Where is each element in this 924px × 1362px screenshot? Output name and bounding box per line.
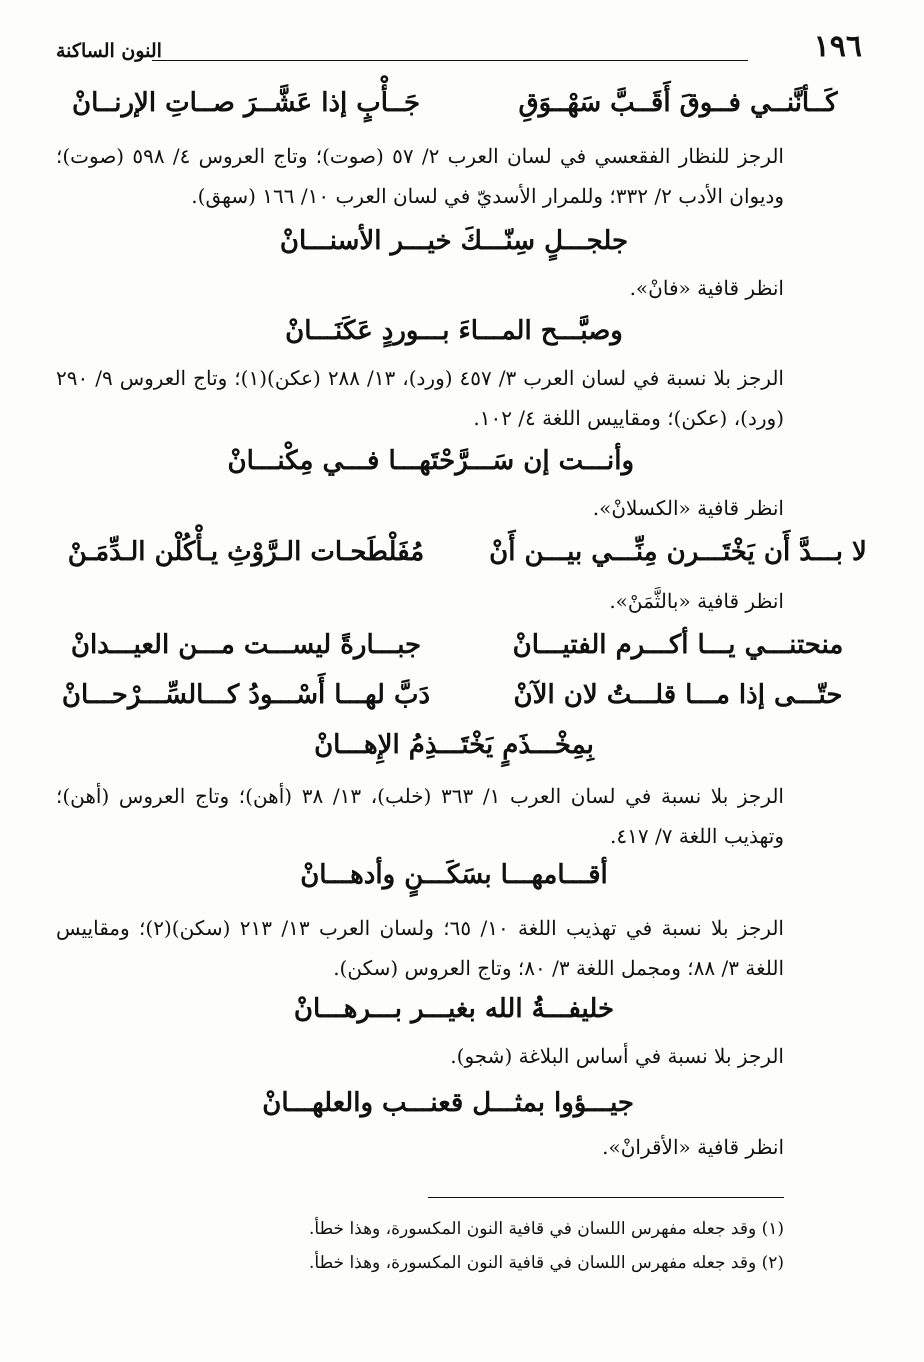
source-note-4: الرجز بلا نسبة في تهذيب اللغة ١٠/ ٦٥؛ ولسان العرب ١٣/ ٢١٣ (سكن)(٢)؛ ومقاييس اللغة ٣/ ٨٨؛ ومجمل اللغة ٣/ ٨٠؛ وتاج العروس (سكن). xyxy=(56,916,784,980)
verse-7-hemistich-right: حتّـــى إذا مـــا قلـــتُ لان الآنْ xyxy=(513,680,843,710)
running-title: النون الساكنة xyxy=(56,40,162,62)
verse-5-hemistich-left: مُفَلْطَحـات الـرَّوْثِ يـأْكُلْن الـدِّمَـنْ xyxy=(67,537,425,567)
verse-1-hemistich-left: جَــأْبٍ إذا عَشَّــرَ صــاتِ الإرنــانْ xyxy=(71,88,421,118)
header-rule xyxy=(152,60,748,61)
verse-4: وأنـــت إن سَـــرَّحْتَهـــا فـــي مِكْنـــانْ xyxy=(227,446,634,476)
cross-reference-2: انظر قافية «الكسلانْ». xyxy=(592,496,784,520)
verse-11: جيـــؤوا بمثـــل قعنـــب والعلهـــانْ xyxy=(262,1088,634,1118)
verse-1-hemistich-right: كَــأنَّنــي فــوقَ أَقَــبَّ سَهْــوَقِ xyxy=(518,88,838,118)
cross-reference-3: انظر قافية «بالثَّمَنْ». xyxy=(609,589,784,613)
verse-9: أقـــامهـــا بسَكَـــنٍ وأدهـــانْ xyxy=(300,860,608,890)
verse-10: خليفـــةُ الله بغيـــر بـــرهـــانْ xyxy=(293,994,615,1024)
verse-6-hemistich-right: منحتنـــي يـــا أكـــرم الفتيـــانْ xyxy=(512,630,844,660)
footnote-rule xyxy=(428,1197,784,1198)
verse-6-hemistich-left: جبـــارةً ليســـت مـــن العيـــدانْ xyxy=(70,630,422,660)
cross-reference-4: انظر قافية «الأقرانْ». xyxy=(602,1135,784,1159)
source-note-2: الرجز بلا نسبة في لسان العرب ٣/ ٤٥٧ (ورد)، ١٣/ ٢٨٨ (عكن)(١)؛ وتاج العروس ٩/ ٢٩٠ (ورد)، (عكن)؛ ومقاييس اللغة ٤/ ١٠٢. xyxy=(56,366,784,430)
source-note-5: الرجز بلا نسبة في أساس البلاغة (شجو). xyxy=(450,1044,784,1068)
verse-2: جلجـــلٍ سِنّـــكَ خيـــر الأسنـــانْ xyxy=(279,226,629,256)
verse-5-hemistich-right: لا بـــدَّ أَن يَخْتَـــرن مِنِّـــي بيـــن أَنْ xyxy=(489,537,867,567)
source-note-3: الرجز بلا نسبة في لسان العرب ١/ ٣٦٣ (خلب)، ١٣/ ٣٨ (أهن)؛ وتاج العروس (أهن)؛ وتهذيب اللغة ٧/ ٤١٧. xyxy=(56,784,784,848)
footnote-2: (٢) وقد جعله مفهرس اللسان في قافية النون المكسورة، وهذا خطأ. xyxy=(309,1253,784,1273)
footnote-1: (١) وقد جعله مفهرس اللسان في قافية النون المكسورة، وهذا خطأ. xyxy=(309,1219,784,1239)
verse-3: وصبَّـــح المـــاءَ بـــوردٍ عَكَنَـــانْ xyxy=(285,316,623,346)
page-number: ١٩٦ xyxy=(813,29,862,64)
cross-reference-1: انظر قافية «فانْ». xyxy=(629,276,784,300)
verse-8: بِمِخْـــذَمٍ يَخْتَـــذِمُ الإِهـــانْ xyxy=(314,730,594,760)
source-note-1: الرجز للنظار الفقعسي في لسان العرب ٢/ ٥٧ (صوت)؛ وتاج العروس ٤/ ٥٩٨ (صوت)؛ وديوان الأدب ٢/ ٣٣٢؛ وللمرار الأسديّ في لسان العرب ١٠/ ١٦٦ (سهق). xyxy=(56,144,784,208)
verse-7-hemistich-left: دَبَّ لهـــا أَسْـــودُ كـــالسِّـــرْحـــانْ xyxy=(61,680,431,710)
